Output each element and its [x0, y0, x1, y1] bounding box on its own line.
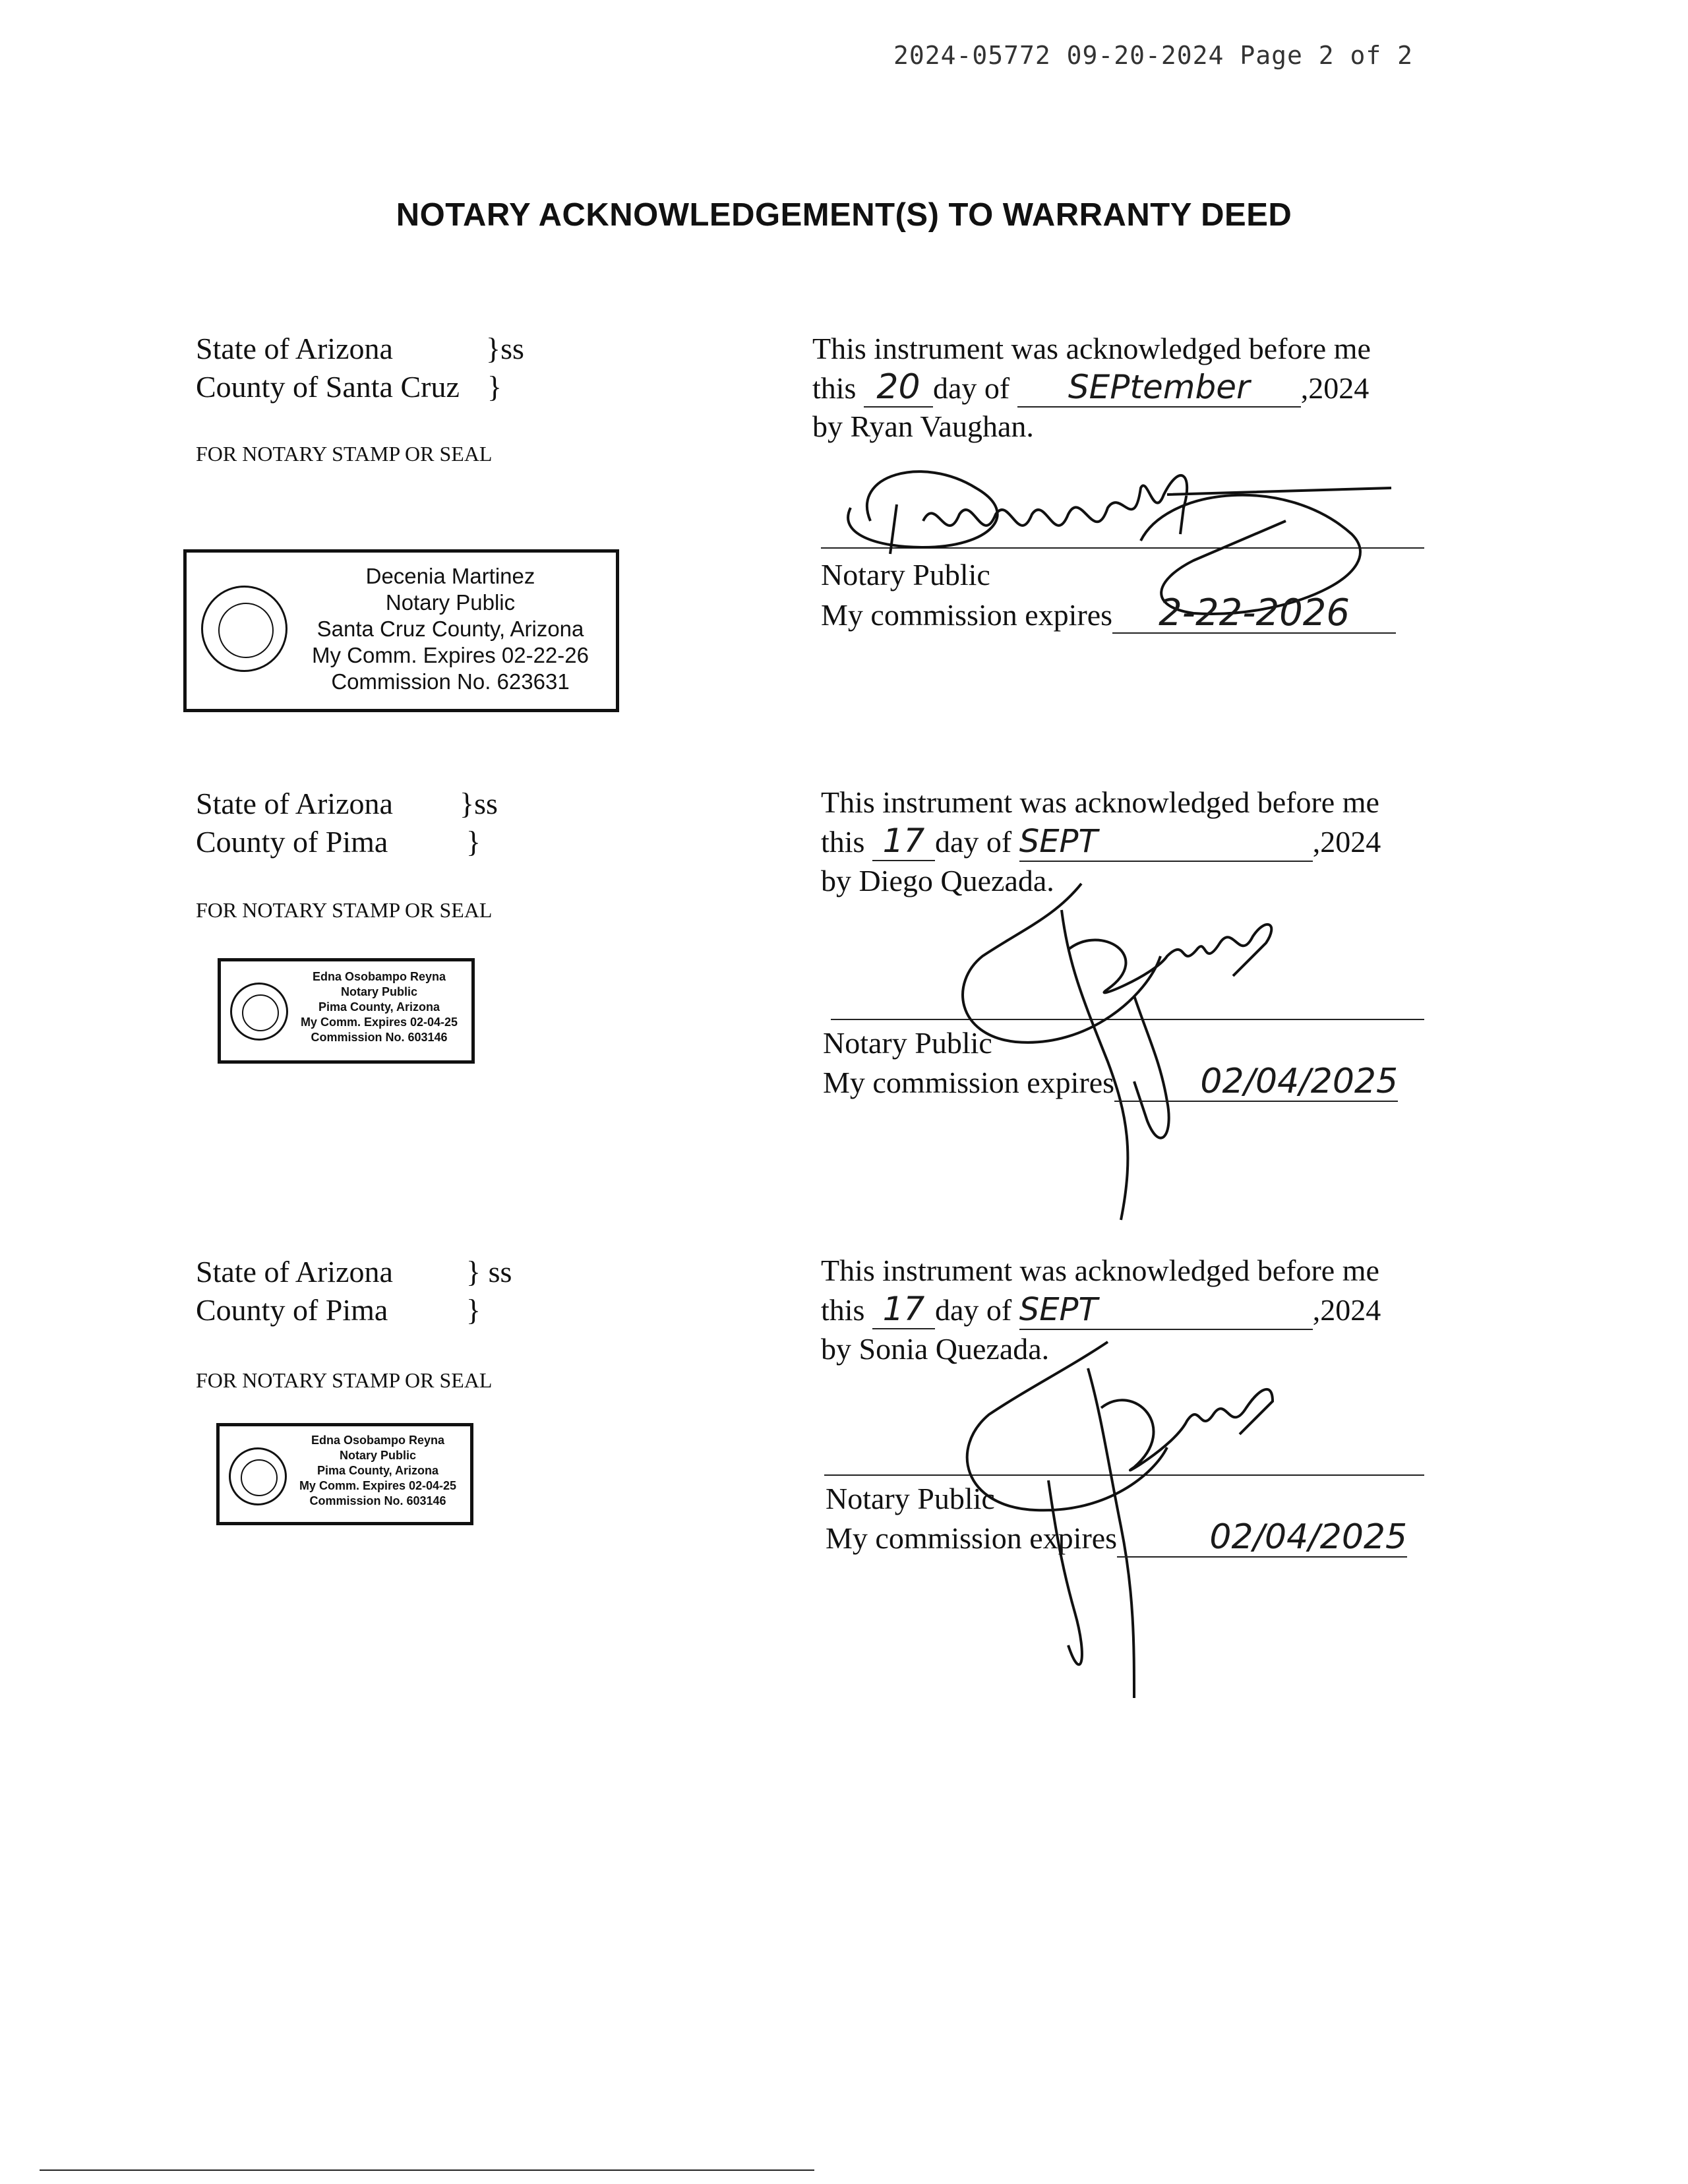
stamp-name: Edna Osobampo Reyna [311, 1434, 445, 1447]
expires-value: 02/04/2025 [1117, 1518, 1407, 1558]
ack-year: ,2024 [1300, 371, 1370, 405]
page-title: NOTARY ACKNOWLEDGEMENT(S) TO WARRANTY DEED [396, 197, 1292, 233]
state-seal-icon [201, 586, 287, 672]
notary-title-2 [823, 1024, 1398, 1102]
stamp-county: Pima County, Arizona [316, 1464, 439, 1477]
stamp-commission: Commission No. 623631 [331, 669, 570, 694]
state-seal-icon [230, 983, 288, 1041]
ack-day-of: day of [934, 825, 1012, 859]
ack-by: by Diego Quezada. [821, 864, 1054, 897]
venue-state: State of Arizona [196, 332, 393, 365]
venue-state: State of Arizona [196, 787, 393, 820]
bottom-rule [40, 2169, 814, 2171]
ack-day: 20 [864, 368, 933, 408]
venue-brace: } [466, 825, 481, 859]
venue-block-1 [196, 330, 524, 406]
venue-block-2 [196, 785, 498, 861]
stamp-label: FOR NOTARY STAMP OR SEAL [196, 1368, 493, 1392]
expires-value: 02/04/2025 [1114, 1062, 1398, 1102]
stamp-commission: Commission No. 603146 [309, 1494, 446, 1507]
stamp-title: Notary Public [339, 1449, 417, 1462]
ack-month: SEPT [1019, 822, 1313, 862]
stamp-expires: My Comm. Expires 02-04-25 [300, 1016, 458, 1029]
venue-brace: } [487, 370, 502, 404]
venue-county: County of Pima [196, 1293, 388, 1327]
stamp-title: Notary Public [385, 590, 516, 615]
notary-stamp [218, 958, 475, 1064]
venue-ss: }ss [460, 787, 498, 820]
stamp-county: Santa Cruz County, Arizona [316, 617, 584, 641]
ack-day: 17 [872, 822, 935, 861]
venue-state: State of Arizona [196, 1255, 393, 1289]
stamp-name: Decenia Martinez [365, 564, 535, 588]
stamp-name: Edna Osobampo Reyna [312, 970, 446, 983]
ack-month: SEPT [1019, 1290, 1313, 1330]
notary-stamp [216, 1423, 473, 1525]
stamp-expires: My Comm. Expires 02-04-25 [299, 1479, 457, 1492]
recording-header: 2024-05772 09-20-2024 Page 2 of 2 [893, 41, 1413, 70]
venue-ss: }ss [486, 332, 524, 365]
ack-year: ,2024 [1312, 1293, 1381, 1327]
ack-month: SEPtember [1017, 368, 1301, 408]
ack-statement: This instrument was acknowledged before me [812, 332, 1371, 365]
ack-this: this [812, 371, 857, 405]
notary-title-1 [821, 556, 1396, 634]
expires-value: 2-22-2026 [1112, 594, 1396, 634]
venue-ss: } ss [466, 1255, 512, 1289]
expires-label: My commission expires [826, 1521, 1118, 1555]
ack-this: this [821, 1293, 865, 1327]
stamp-label: FOR NOTARY STAMP OR SEAL [196, 442, 493, 466]
stamp-label: FOR NOTARY STAMP OR SEAL [196, 898, 493, 922]
ack-by: by Sonia Quezada. [821, 1332, 1050, 1366]
expires-label: My commission expires [823, 1066, 1115, 1099]
notary-title-3 [826, 1480, 1407, 1558]
venue-county: County of Pima [196, 825, 388, 859]
expires-label: My commission expires [821, 598, 1113, 632]
venue-brace: } [466, 1293, 481, 1327]
notary-public-label: Notary Public [821, 558, 990, 592]
acknowledgement-1 [812, 330, 1445, 446]
stamp-expires: My Comm. Expires 02-22-26 [312, 643, 589, 667]
ack-statement: This instrument was acknowledged before me [821, 1254, 1379, 1287]
notary-public-label: Notary Public [826, 1482, 995, 1515]
stamp-commission: Commission No. 603146 [311, 1031, 448, 1044]
notary-stamp [183, 549, 619, 712]
ack-day-of: day of [934, 1293, 1012, 1327]
stamp-title: Notary Public [340, 985, 418, 998]
ack-this: this [821, 825, 865, 859]
ack-by: by Ryan Vaughan. [812, 410, 1034, 443]
ack-day-of: day of [932, 371, 1010, 405]
stamp-county: Pima County, Arizona [318, 1000, 440, 1014]
ack-day: 17 [872, 1290, 935, 1329]
ack-year: ,2024 [1312, 825, 1381, 859]
notary-public-label: Notary Public [823, 1026, 992, 1060]
venue-county: County of Santa Cruz [196, 370, 460, 404]
venue-block-3 [196, 1253, 512, 1329]
state-seal-icon [229, 1447, 287, 1505]
ack-statement: This instrument was acknowledged before me [821, 785, 1379, 819]
